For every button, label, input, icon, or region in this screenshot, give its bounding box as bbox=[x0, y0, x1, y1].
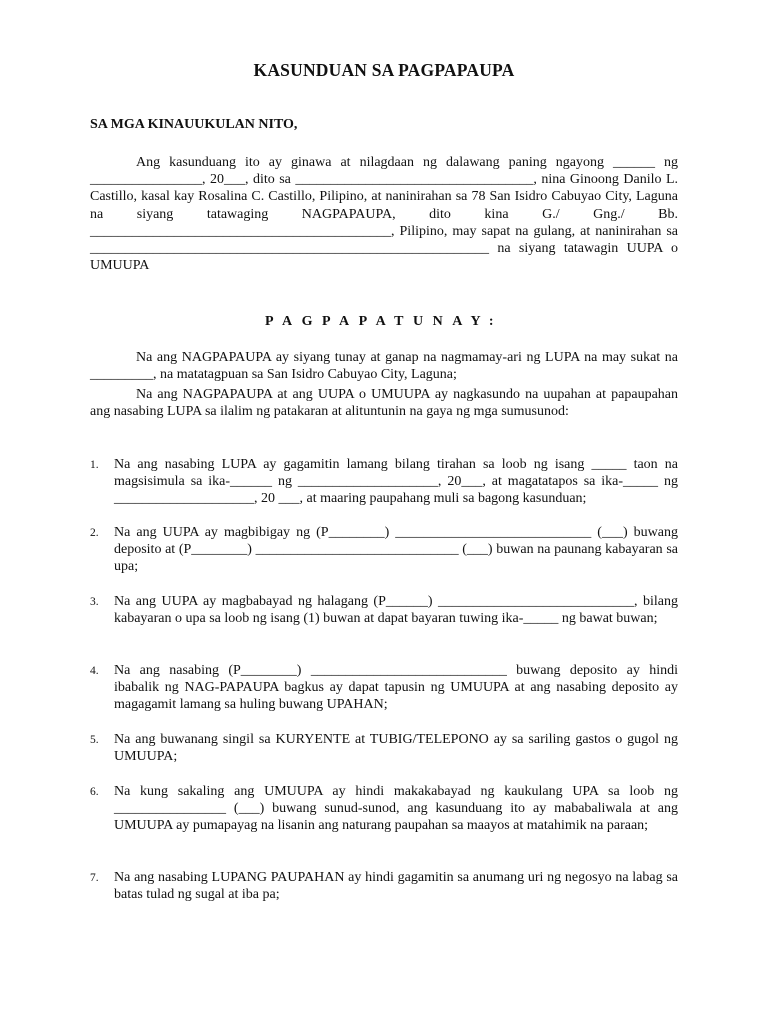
list-item-number: 1. bbox=[90, 459, 99, 471]
section-heading: PAGPAPATUNAY: bbox=[264, 314, 504, 329]
list-item-text: Na kung sakaling ang UMUUPA ay hindi makakabayad ng kaukulang UPA sa loob ng ________________ (___) buwang sunud-sunod, ang kasunduang ito ay mababaliwala at ang UMUUPA ay pumapayag na lisanin ang naturang paupahan sa maayos at matahimik na paraan; bbox=[114, 784, 678, 834]
list-item-text: Na ang nasabing LUPA ay gagamitin lamang bilang tirahan sa loob ng isang _____ taon na magsisimula sa ika-______ ng ____________________, 20___, at magatatapos sa ika-_____ ng ____________________, 20 ___, at maaring paupahang muli sa bagong kasunduan; bbox=[114, 457, 678, 507]
list-item-text: Na ang nasabing LUPANG PAUPAHAN ay hindi gagamitin sa anumang uri ng negosyo na labag sa batas tulad ng sugal at iba pa; bbox=[114, 870, 678, 903]
list-item-text: Na ang buwanang singil sa KURYENTE at TUBIG/TELEPONO ay sa sariling gastos o gugol ng UMUUPA; bbox=[114, 732, 678, 765]
list-item-number: 7. bbox=[90, 872, 99, 884]
list-item-text: Na ang nasabing (P________) ____________________________ buwang deposito ay hindi ibabalik ng NAG-PAPAUPA bagkus ay dapat tapusin ng UMUUPA at ang nasabing deposito ay magagamit lamang sa huling buwang UPAHAN; bbox=[114, 663, 678, 713]
list-item-text: Na ang UUPA ay magbibigay ng (P________) ____________________________ (___) buwang deposito at (P________) _____________________________ (___) buwan na paunang kabayaran sa upa; bbox=[114, 525, 678, 575]
intro-paragraph: Ang kasunduang ito ay ginawa at nilagdaan ng dalawang paning ngayong ______ ng ________________, 20___, dito sa __________________________________, nina Ginoong Danilo L. Castillo, kasal kay Rosalina C. Castillo, Pilipino, at naninirahan sa 78 San Isidro Cabuyao City, Laguna na siyang tatawaging NAGPAPAUPA, dito kina G./ Gng./ Bb. ___________________________________________, Pilipino, may sapat na gulang, at naninirahan sa _________________________________________________________ na siyang tatawagin UUPA o UMUUPA bbox=[90, 155, 678, 274]
list-item-text: Na ang UUPA ay magbabayad ng halagang (P______) ____________________________, bilang kabayaran o upa sa loob ng isang (1) buwan at dapat bayaran tuwing ika-_____ ng bawat buwan; bbox=[114, 594, 678, 627]
list-item-number: 6. bbox=[90, 786, 99, 798]
salutation: SA MGA KINAUUKULAN NITO, bbox=[90, 117, 298, 132]
document-title: KASUNDUAN SA PAGPAPAUPA bbox=[253, 60, 515, 80]
paragraph-ownership: Na ang NAGPAPAUPA ay siyang tunay at ganap na nagmamay-ari ng LUPA na may sukat na _________, na matatagpuan sa San Isidro Cabuyao City, Laguna; bbox=[90, 350, 678, 383]
list-item-number: 5. bbox=[90, 734, 99, 746]
list-item-number: 3. bbox=[90, 596, 99, 608]
paragraph-agreement: Na ang NAGPAPAUPA at ang UUPA o UMUUPA ay nagkasundo na uupahan at papaupahan ang nasabing LUPA sa ilalim ng patakaran at alituntunin na gaya ng mga sumusunod: bbox=[90, 387, 678, 420]
list-item-number: 2. bbox=[90, 527, 99, 539]
list-item-number: 4. bbox=[90, 665, 99, 677]
